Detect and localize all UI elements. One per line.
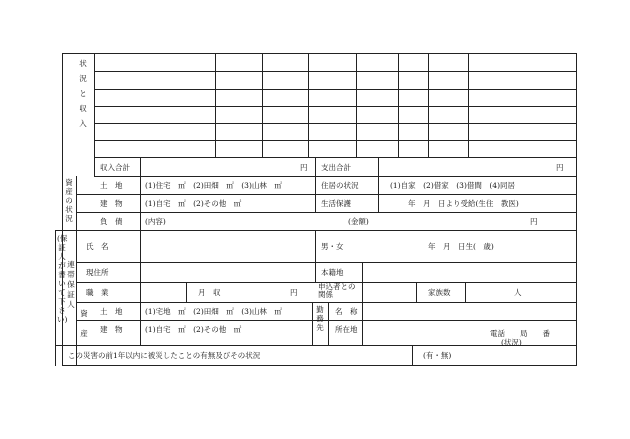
guarantor-line bbox=[76, 262, 576, 263]
assets-line bbox=[76, 194, 576, 195]
guarantor-birth: 年 月 日生( 歳) bbox=[428, 242, 494, 251]
totals-line bbox=[378, 157, 379, 177]
guarantor-work-side-label: 勤務先 bbox=[316, 305, 324, 332]
guarantor-land-label: 土 地 bbox=[100, 307, 123, 316]
guarantor-line bbox=[465, 282, 466, 302]
income-grid-line bbox=[94, 71, 576, 72]
guarantor-line bbox=[362, 302, 363, 346]
guarantor-line bbox=[315, 230, 316, 282]
assets-land-label: 土 地 bbox=[100, 181, 123, 190]
income-total-label: 収入合計 bbox=[100, 163, 130, 172]
assets-land-options: (1)住宅 ㎡ (2)田畑 ㎡ (3)山林 ㎡ bbox=[145, 181, 282, 190]
guarantor-phone: 電話 局 番 bbox=[490, 329, 550, 338]
income-grid-line bbox=[94, 89, 576, 90]
guarantor-side-note: (保証人が書いて下さい) bbox=[57, 234, 68, 324]
guarantor-line bbox=[312, 302, 313, 346]
guarantor-relation-label: 申込者との関係 bbox=[318, 282, 356, 299]
expense-total-label: 支出合計 bbox=[321, 163, 351, 172]
assets-line bbox=[55, 230, 577, 231]
housing-label: 住居の状況 bbox=[321, 181, 359, 190]
disaster-line bbox=[412, 345, 413, 366]
income-side-label: 状況と収入 bbox=[79, 59, 87, 128]
guarantor-side-label: 連帯保証人 bbox=[67, 260, 75, 309]
income-grid-line bbox=[94, 140, 576, 141]
debt-label: 負 債 bbox=[100, 217, 123, 226]
form-border-right bbox=[576, 53, 577, 366]
guarantor-family-label: 家族数 bbox=[428, 288, 451, 297]
disaster-status-label: (状況) bbox=[501, 338, 522, 347]
totals-line bbox=[94, 157, 95, 177]
housing-options: (1)自家 (2)借家 (3)借間 (4)同居 bbox=[390, 181, 515, 190]
income-grid-line bbox=[94, 123, 576, 124]
income-total-unit: 円 bbox=[300, 163, 308, 172]
debt-contents: (内容) bbox=[145, 217, 166, 226]
guarantor-name-label: 氏 名 bbox=[86, 242, 109, 251]
assets-building-label: 建 物 bbox=[100, 199, 123, 208]
form-border-top bbox=[62, 53, 577, 54]
guarantor-work-name-label: 名 称 bbox=[335, 307, 358, 316]
totals-line bbox=[315, 157, 316, 177]
income-grid-line bbox=[94, 106, 576, 107]
guarantor-line bbox=[55, 345, 577, 346]
guarantor-line bbox=[186, 282, 187, 302]
assets-line bbox=[76, 212, 576, 213]
guarantor-line bbox=[328, 302, 329, 346]
debt-unit: 円 bbox=[530, 217, 538, 226]
guarantor-income-unit: 円 bbox=[290, 288, 298, 297]
guarantor-line bbox=[362, 262, 363, 302]
disaster-yes-no: (有・無) bbox=[423, 351, 452, 360]
assets-building-options: (1)自宅 ㎡ (2)その他 ㎡ bbox=[145, 199, 242, 208]
welfare-text: 年 月 日より受給(生住 教医) bbox=[408, 199, 519, 208]
totals-line bbox=[140, 157, 141, 177]
guarantor-domicile-label: 本籍地 bbox=[321, 268, 344, 277]
expense-total-unit: 円 bbox=[556, 163, 564, 172]
income-grid-line bbox=[94, 157, 576, 158]
guarantor-income-label: 月 収 bbox=[198, 288, 221, 297]
guarantor-asset-side-label: 資産 bbox=[80, 309, 88, 338]
guarantor-family-unit: 人 bbox=[514, 288, 522, 297]
guarantor-building-label: 建 物 bbox=[100, 325, 123, 334]
guarantor-line bbox=[416, 282, 417, 302]
guarantor-line bbox=[140, 230, 141, 346]
guarantor-work-address-label: 所在地 bbox=[335, 325, 358, 334]
debt-amount: (金額) bbox=[348, 217, 369, 226]
guarantor-line bbox=[76, 302, 576, 303]
disaster-question: この災害の前1年以内に被災したことの有無及びその状況 bbox=[68, 351, 261, 360]
welfare-label: 生活保護 bbox=[321, 199, 351, 208]
assets-side-label: 資産の状況 bbox=[65, 178, 73, 223]
guarantor-occupation-label: 職 業 bbox=[86, 288, 109, 297]
guarantor-land-options: (1)宅地 ㎡ (2)田畑 ㎡ (3)山林 ㎡ bbox=[145, 307, 282, 316]
assets-line bbox=[76, 176, 77, 230]
guarantor-gender: 男・女 bbox=[321, 242, 344, 251]
income-grid-line bbox=[94, 176, 576, 177]
guarantor-building-options: (1)自宅 ㎡ (2)その他 ㎡ bbox=[145, 325, 242, 334]
form-border-bottom bbox=[62, 365, 577, 366]
guarantor-address-label: 現住所 bbox=[86, 268, 109, 277]
assets-line bbox=[140, 176, 141, 230]
guarantor-line bbox=[76, 320, 576, 321]
